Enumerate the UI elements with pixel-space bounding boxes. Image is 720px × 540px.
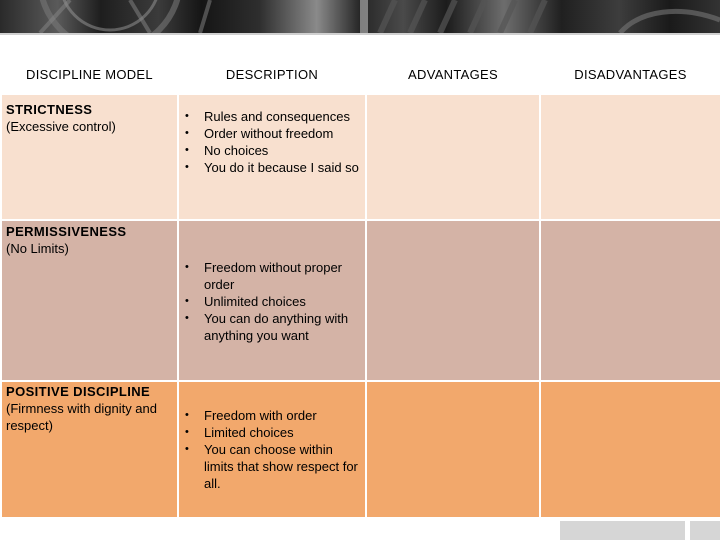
list-item-text: You can choose within limits that show respect for all. <box>204 442 358 491</box>
model-name: PERMISSIVENESS <box>6 224 127 239</box>
advantages-cell <box>366 381 540 518</box>
bullet-icon: • <box>185 312 189 324</box>
column-header-description: DESCRIPTION <box>178 55 366 94</box>
discipline-models-table <box>0 54 720 519</box>
disadvantages-cell <box>540 381 720 518</box>
list-item <box>179 142 365 159</box>
description-list <box>179 407 365 492</box>
description-list <box>179 108 365 176</box>
model-subtitle: (Excessive control) <box>6 119 116 134</box>
bullet-icon: • <box>185 161 189 173</box>
bullet-icon: • <box>185 144 189 156</box>
list-item-text: You can do anything with anything you want <box>204 311 349 343</box>
model-cell <box>1 220 178 381</box>
decorative-wheel-graphic <box>0 0 720 33</box>
bullet-icon: • <box>185 295 189 307</box>
list-item-text: You do it because I said so <box>204 160 359 175</box>
list-item <box>179 407 365 424</box>
list-item-text: Rules and consequences <box>204 109 350 124</box>
table-row <box>1 220 720 381</box>
description-cell <box>178 381 366 518</box>
model-subtitle: (No Limits) <box>6 241 69 256</box>
bullet-icon: • <box>185 261 189 273</box>
table-header-row <box>1 55 720 94</box>
description-cell <box>178 94 366 220</box>
bullet-icon: • <box>185 443 189 455</box>
model-cell <box>1 381 178 518</box>
table-row <box>1 381 720 518</box>
description-cell <box>178 220 366 381</box>
list-item-text: No choices <box>204 143 269 158</box>
column-header-disadvantages: DISADVANTAGES <box>540 55 720 94</box>
model-subtitle: (Firmness with dignity and respect) <box>6 401 157 433</box>
bullet-icon: • <box>185 127 189 139</box>
list-item <box>179 259 365 293</box>
disadvantages-cell <box>540 220 720 381</box>
model-name: POSITIVE DISCIPLINE <box>6 384 151 399</box>
model-cell <box>1 94 178 220</box>
list-item-text: Limited choices <box>204 425 294 440</box>
column-header-discipline-model: DISCIPLINE MODEL <box>1 55 178 94</box>
footer-decoration <box>560 521 685 540</box>
footer-decoration <box>690 521 720 540</box>
list-item-text: Freedom with order <box>204 408 317 423</box>
list-item-text: Freedom without proper order <box>204 260 343 292</box>
bullet-icon: • <box>185 426 189 438</box>
list-item-text: Order without freedom <box>204 126 334 141</box>
description-list <box>179 259 365 344</box>
advantages-cell <box>366 94 540 220</box>
bullet-icon: • <box>185 409 189 421</box>
bullet-icon: • <box>185 110 189 122</box>
banner-divider <box>0 33 720 35</box>
model-name: STRICTNESS <box>6 102 93 117</box>
list-item <box>179 310 365 344</box>
list-item <box>179 424 365 441</box>
header-image-band <box>0 0 720 33</box>
list-item <box>179 159 365 176</box>
advantages-cell <box>366 220 540 381</box>
list-item <box>179 441 365 492</box>
list-item <box>179 293 365 310</box>
list-item <box>179 108 365 125</box>
disadvantages-cell <box>540 94 720 220</box>
list-item <box>179 125 365 142</box>
list-item-text: Unlimited choices <box>204 294 306 309</box>
table-row <box>1 94 720 220</box>
column-header-advantages: ADVANTAGES <box>366 55 540 94</box>
